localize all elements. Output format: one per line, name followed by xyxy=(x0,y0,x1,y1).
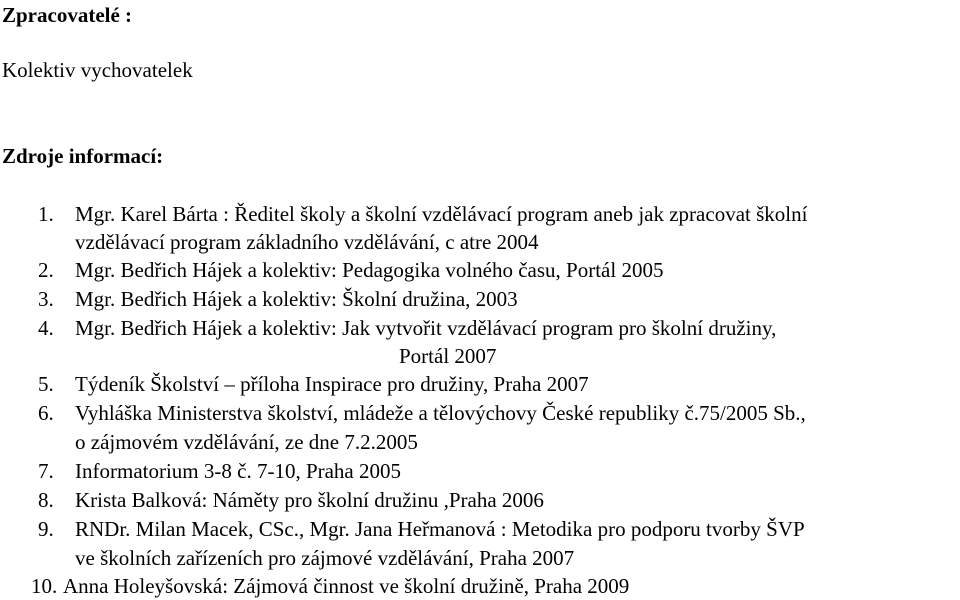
source-text: Mgr. Bedřich Hájek a kolektiv: Pedagogika volného času, Portál 2005 xyxy=(75,258,664,282)
source-text: Informatorium 3-8 č. 7-10, Praha 2005 xyxy=(75,459,402,483)
processors-text: Kolektiv vychovatelek xyxy=(2,58,193,82)
source-text-continuation: ve školních zařízeních pro zájmové vzdělávání, Praha 2007 xyxy=(75,546,575,570)
source-text-continuation: Portál 2007 xyxy=(399,344,497,368)
source-number: 1. xyxy=(38,202,54,226)
source-number: 4. xyxy=(38,316,54,340)
sources-heading: Zdroje informací: xyxy=(2,144,164,168)
source-text-continuation: o zájmovém vzdělávání, ze dne 7.2.2005 xyxy=(75,430,418,454)
source-number: 7. xyxy=(38,459,54,483)
source-text: Mgr. Bedřich Hájek a kolektiv: Jak vytvořit vzdělávací program pro školní družiny, xyxy=(75,316,777,340)
source-text: Mgr. Bedřich Hájek a kolektiv: Školní družina, 2003 xyxy=(75,287,518,311)
source-text: RNDr. Milan Macek, CSc., Mgr. Jana Heřmanová : Metodika pro podporu tvorby ŠVP xyxy=(75,517,805,541)
source-number: 6. xyxy=(38,401,54,425)
source-text: Vyhláška Ministerstva školství, mládeže a tělovýchovy České republiky č.75/2005 Sb., xyxy=(75,401,806,425)
source-number: 10. xyxy=(31,574,58,598)
source-number: 2. xyxy=(38,258,54,282)
source-number: 3. xyxy=(38,287,54,311)
source-text-continuation: vzdělávací program základního vzdělávání, c atre 2004 xyxy=(75,230,539,254)
source-text: Anna Holeyšovská: Zájmová činnost ve školní družině, Praha 2009 xyxy=(63,574,630,598)
processors-heading: Zpracovatelé : xyxy=(2,3,133,27)
source-number: 9. xyxy=(38,517,54,541)
source-number: 5. xyxy=(38,372,54,396)
source-text: Mgr. Karel Bárta : Ředitel školy a školní vzdělávací program aneb jak zpracovat školní xyxy=(75,202,808,226)
source-number: 8. xyxy=(38,488,54,512)
source-text: Týdeník Školství – příloha Inspirace pro družiny, Praha 2007 xyxy=(75,372,589,396)
source-text: Krista Balková: Náměty pro školní družinu ,Praha 2006 xyxy=(75,488,544,512)
